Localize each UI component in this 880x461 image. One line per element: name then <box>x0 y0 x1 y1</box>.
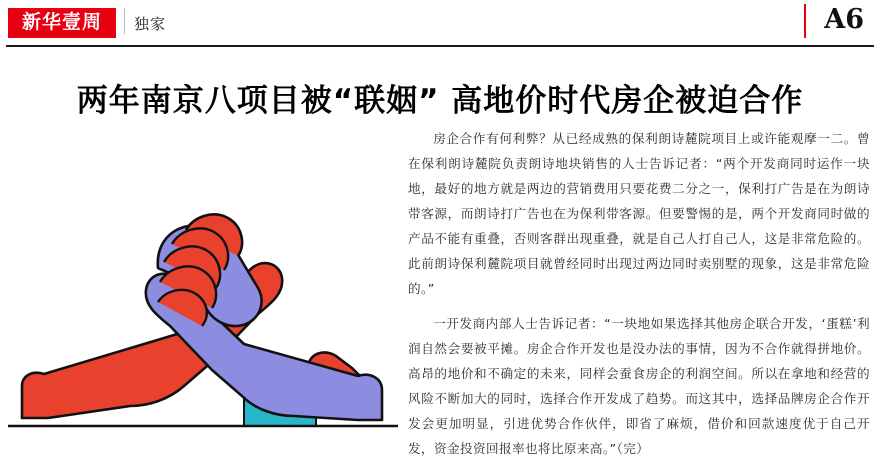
page-number: A6 <box>824 4 864 35</box>
page-number-divider <box>804 4 806 38</box>
section-label: 独家 <box>134 15 167 33</box>
publication-logo <box>8 8 116 36</box>
page-title: 两年南京八项目被“联姻” 高地价时代房企被迫合作 <box>76 82 804 119</box>
article-paragraph-2: 一开发商内部人士告诉记者：“一块地如果选择其他房企联合开发，‘蛋糕’利润自然会要被平摊。房企合作开发也是没办法的事情，因为不合作就得拼地价。高昂的地价和不确定的未来，同样会蚕食房企的利润空间。所以在拿地和经营的风险不断加大的同时，选择合作开发成了趋势。而这其中，选择品牌房企合作开发会更加明显，引进优势合作伙伴，即省了麻烦，借价和回款速度优于自己开发，资金投资回报率也将比原来高。”（完） <box>408 316 870 456</box>
publication-logo-text: 新华壹周 <box>21 10 102 33</box>
logo-underline <box>8 36 116 38</box>
arm-wrestling-handshake-illustration <box>8 118 398 434</box>
clasped-hands <box>158 214 262 326</box>
masthead-divider <box>124 8 125 34</box>
masthead-rule <box>6 45 874 47</box>
article-paragraph-1: 房企合作有何利弊？从已经成熟的保利朗诗麓院项目上或许能观摩一二。曾在保利朗诗麓院负责朗诗地块销售的人士告诉记者：“两个开发商同时运作一块地，最好的地方就是两边的营销费用只要花费二分之一，保利打广告是在为朗诗带客源，而朗诗打广告也在为保利带客源。但要警惕的是，两个开发商同时做的产品不能有重叠，否则客群出现重叠，就是自己人打自己人，这是非常危险的。此前朗诗保利麓院项目就曾经同时出现过两边同时卖别墅的现象，这是非常危险的。” <box>408 131 870 296</box>
masthead <box>0 0 880 46</box>
article-body <box>408 126 870 456</box>
